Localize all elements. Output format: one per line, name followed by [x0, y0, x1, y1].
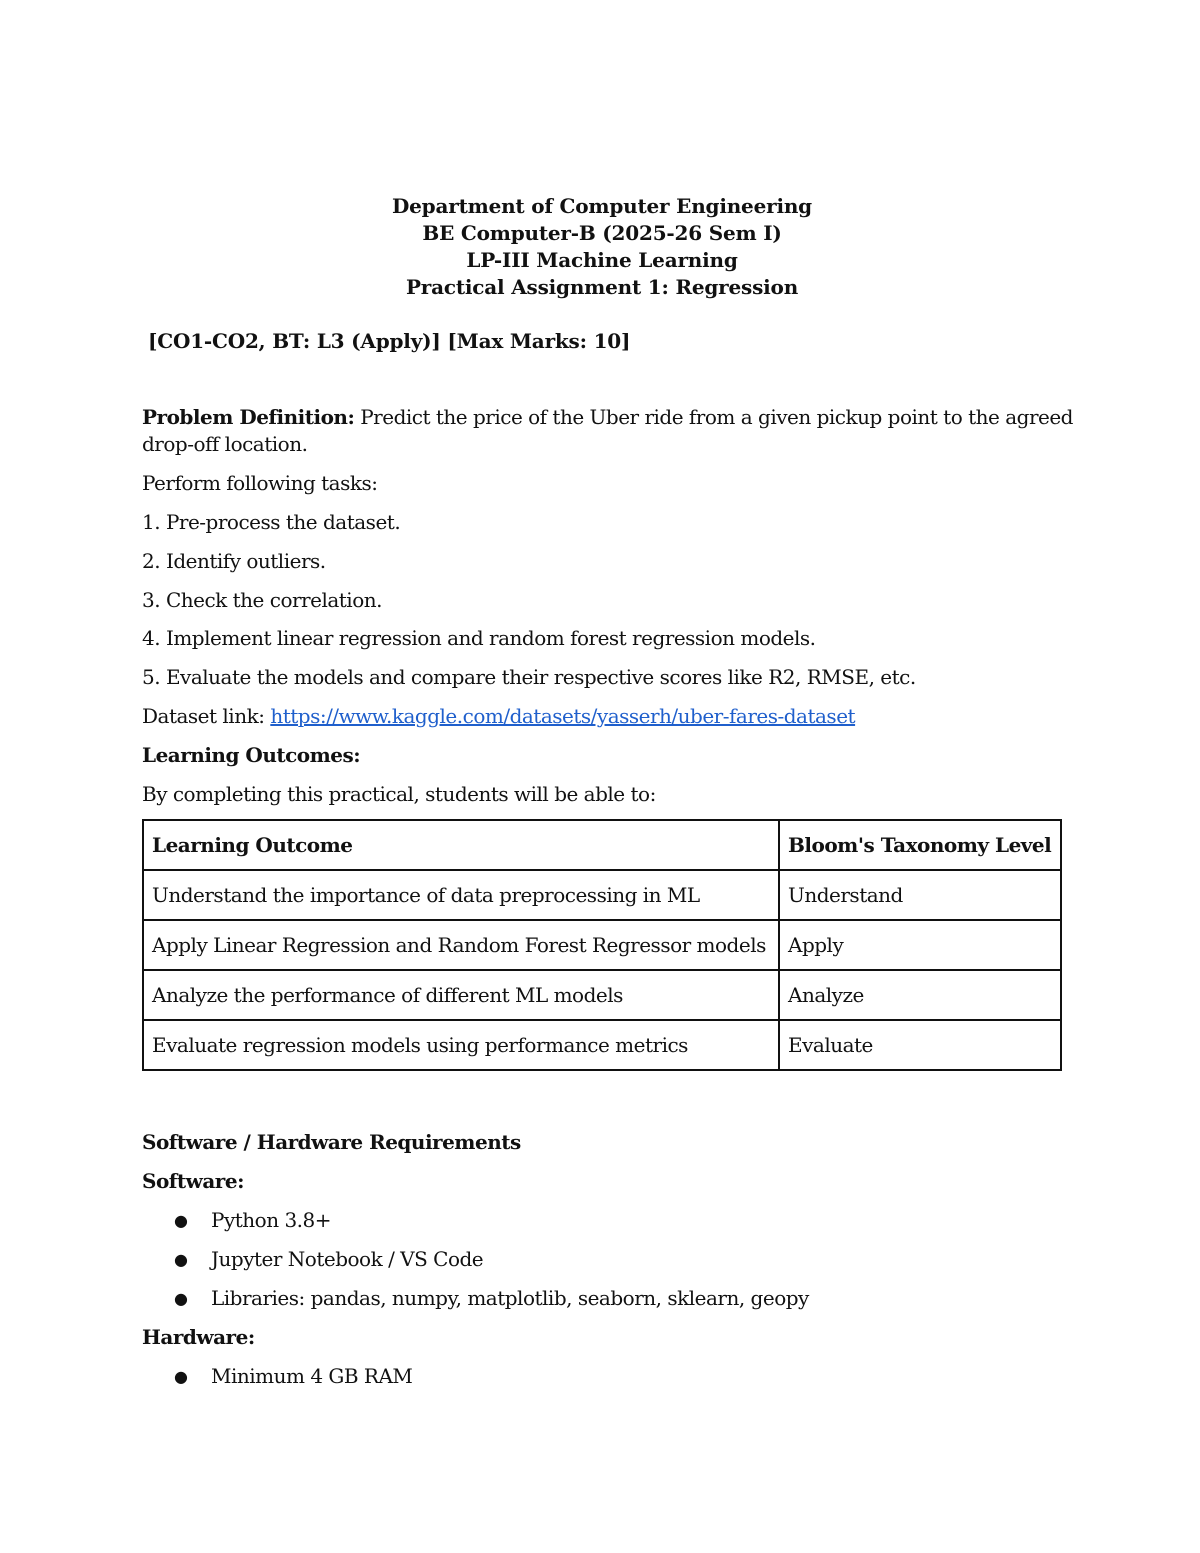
table-row — [143, 970, 1061, 1020]
task-item: 3. Check the correlation. — [142, 588, 382, 612]
hardware-heading: Hardware: — [142, 1325, 255, 1349]
software-item: Jupyter Notebook / VS Code — [211, 1247, 484, 1271]
outcome-cell: Analyze the performance of different ML models — [143, 970, 779, 1020]
level-cell: Analyze — [779, 970, 1061, 1020]
dataset-link[interactable]: https://www.kaggle.com/datasets/yasserh/uber-fares-dataset — [270, 704, 856, 728]
software-item: Python 3.8+ — [211, 1208, 332, 1232]
table-row — [143, 1020, 1061, 1070]
dataset-label: Dataset link: — [142, 704, 271, 728]
task-item: 4. Implement linear regression and random forest regression models. — [142, 626, 816, 650]
requirements-heading: Software / Hardware Requirements — [142, 1130, 521, 1154]
assignment-title: Practical Assignment 1: Regression — [405, 275, 799, 299]
dataset-line — [142, 704, 855, 728]
table-row — [143, 870, 1061, 920]
task-item: 1. Pre-process the dataset. — [142, 510, 401, 534]
level-cell: Understand — [779, 870, 1061, 920]
table-header-row — [143, 820, 1061, 870]
table-row — [143, 920, 1061, 970]
learning-outcomes-heading: Learning Outcomes: — [142, 743, 361, 767]
problem-definition-text1: Predict the price of the Uber ride from a given pickup point to the agreed — [354, 405, 1073, 429]
class-title: BE Computer-B (2025-26 Sem I) — [422, 221, 782, 245]
learning-outcomes-table — [142, 819, 1062, 1071]
bullet-icon: ● — [174, 1250, 188, 1269]
outcome-cell: Evaluate regression models using performance metrics — [143, 1020, 779, 1070]
software-item: Libraries: pandas, numpy, matplotlib, seaborn, sklearn, geopy — [211, 1286, 809, 1310]
task-item: 2. Identify outliers. — [142, 549, 326, 573]
tasks-intro: Perform following tasks: — [142, 471, 378, 495]
bullet-icon: ● — [174, 1289, 188, 1308]
column-header-outcome: Learning Outcome — [143, 820, 779, 870]
problem-definition-line2: drop-off location. — [142, 432, 308, 456]
problem-definition-label: Problem Definition: — [142, 405, 355, 429]
bullet-icon: ● — [174, 1211, 188, 1230]
outcome-cell: Understand the importance of data preprocessing in ML — [143, 870, 779, 920]
department-title: Department of Computer Engineering — [392, 194, 812, 218]
level-cell: Evaluate — [779, 1020, 1061, 1070]
document-header — [142, 193, 1062, 301]
software-heading: Software: — [142, 1169, 244, 1193]
column-header-bloom-level: Bloom's Taxonomy Level — [779, 820, 1061, 870]
course-title: LP-III Machine Learning — [466, 248, 738, 272]
problem-definition-line1 — [142, 405, 1073, 429]
learning-outcomes-intro: By completing this practical, students will be able to: — [142, 782, 656, 806]
outcome-cell: Apply Linear Regression and Random Forest Regressor models — [143, 920, 779, 970]
task-item: 5. Evaluate the models and compare their respective scores like R2, RMSE, etc. — [142, 665, 916, 689]
level-cell: Apply — [779, 920, 1061, 970]
bullet-icon: ● — [174, 1367, 188, 1386]
hardware-item: Minimum 4 GB RAM — [211, 1364, 413, 1388]
marks-line: [CO1-CO2, BT: L3 (Apply)] [Max Marks: 10] — [148, 329, 631, 353]
